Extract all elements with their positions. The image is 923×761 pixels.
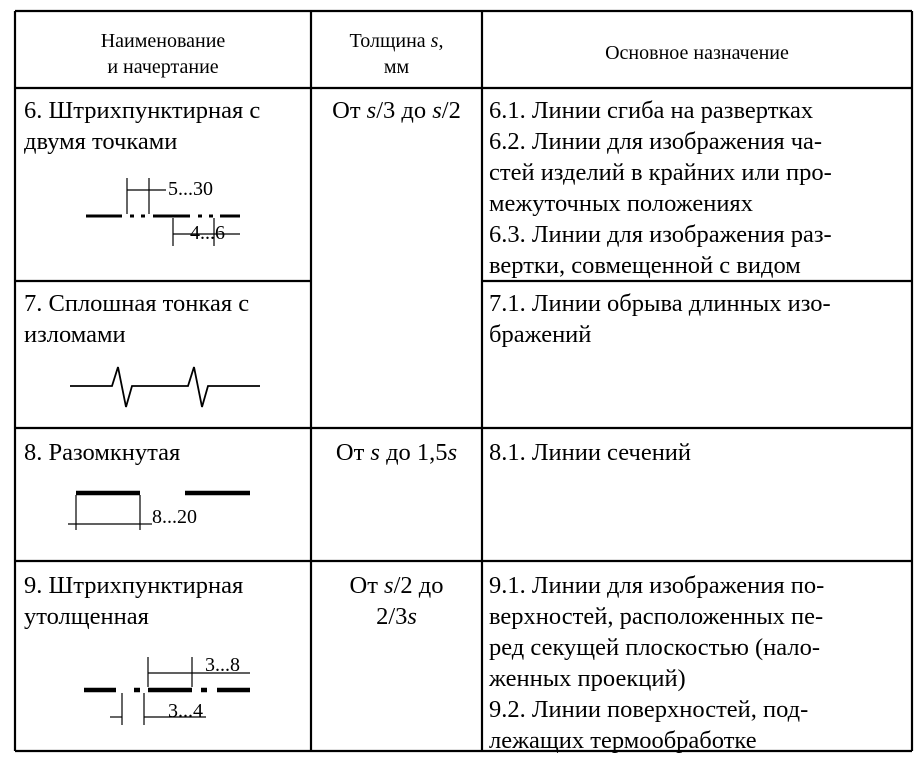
row9-purpose-line3: ред секущей плоскостью (нало- (489, 634, 820, 661)
row6-purpose-line3: стей изделий в крайних или про- (489, 159, 832, 186)
row6-name-line1: 6. Штрихпунктирная с (24, 97, 261, 124)
header-thickness-var: s (430, 30, 439, 52)
row9-name (24, 570, 311, 632)
row8-thickness-var-b: s (447, 439, 458, 466)
row6-purpose-line1: 6.1. Линии сгиба на развертках (489, 97, 814, 124)
row6-purpose-line2: 6.2. Линии для изображения ча- (489, 128, 823, 155)
row6-thickness-var-b: s (432, 97, 442, 124)
row9-thickness-var-a: s (384, 572, 394, 599)
row9-purpose-line1: 9.1. Линии для изображения по- (489, 572, 825, 599)
header-purpose-col (482, 40, 912, 66)
row9-thickness (311, 570, 482, 632)
header-thickness-comma: , (438, 30, 444, 52)
row8-name-line1: 8. Разомкнутая (24, 439, 181, 466)
row6-line-sketch (70, 170, 260, 260)
row9-purpose (489, 570, 909, 756)
row6-name-line2: двумя точками (24, 128, 178, 155)
row9-thickness-post: /2 до (393, 572, 444, 599)
header-name-col (15, 28, 311, 80)
row9-purpose-line4: женных проекций) (489, 665, 686, 692)
row7-purpose-line2: бражений (489, 321, 592, 348)
header-thickness-col (311, 28, 482, 80)
row7-name-line1: 7. Сплошная тонкая с (24, 290, 250, 317)
row6-name (24, 95, 311, 157)
row6-thickness-pre: От (332, 97, 367, 124)
header-name-line2: и начертание (107, 56, 219, 78)
row7-line-sketch (60, 355, 270, 415)
row9-thickness-pre: От (349, 572, 385, 599)
row9-purpose-line2: верхностей, расположенных пе- (489, 603, 824, 630)
row7-purpose-line1: 7.1. Линии обрыва длинных изо- (489, 290, 831, 317)
row6-dim-top: 5...30 (168, 178, 213, 200)
row8-purpose-line1: 8.1. Линии сечений (489, 439, 692, 466)
row9-name-line1: 9. Штрихпунктирная (24, 572, 244, 599)
row9-thickness-line2-var: s (407, 603, 417, 630)
row9-purpose-line6: лежащих термообработке (489, 727, 757, 754)
header-thickness-label: Толщина (349, 30, 431, 52)
row7-purpose (489, 288, 909, 350)
header-thickness-line1 (311, 28, 482, 54)
row6-purpose-line4: межуточных положениях (489, 190, 753, 217)
row9-dim-bottom: 3...4 (168, 700, 203, 722)
row8-thickness-var-a: s (370, 439, 380, 466)
header-thickness-unit: мм (383, 56, 410, 78)
row8-name (24, 437, 311, 468)
row6-thickness-end: /2 (441, 97, 461, 124)
row8-thickness-pre: От (335, 439, 371, 466)
row7-name-line2: изломами (24, 321, 126, 348)
row8-thickness-mid: до 1,5 (379, 439, 448, 466)
header-purpose-label: Основное назначение (605, 42, 789, 64)
header-name-line1: Наименование (100, 30, 226, 52)
row6-thickness-mid: /3 до (376, 97, 433, 124)
row6-purpose (489, 95, 909, 281)
row6-dim-bottom: 4...6 (190, 222, 225, 244)
row6-thickness-var-a: s (366, 97, 377, 124)
row9-thickness-line2-pre: 2/3 (376, 603, 408, 630)
row9-purpose-line5: 9.2. Линии поверхностей, под- (489, 696, 809, 723)
row7-name (24, 288, 311, 350)
row8-thickness (311, 437, 482, 468)
row9-name-line2: утолщенная (24, 603, 149, 630)
row6-purpose-line6: вертки, совмещенной с видом (489, 252, 801, 279)
row8-dim-label: 8...20 (152, 506, 197, 528)
row6-thickness (311, 95, 482, 126)
row8-purpose (489, 437, 909, 468)
row9-dim-top: 3...8 (205, 654, 240, 676)
row6-purpose-line5: 6.3. Линии для изображения раз- (489, 221, 832, 248)
